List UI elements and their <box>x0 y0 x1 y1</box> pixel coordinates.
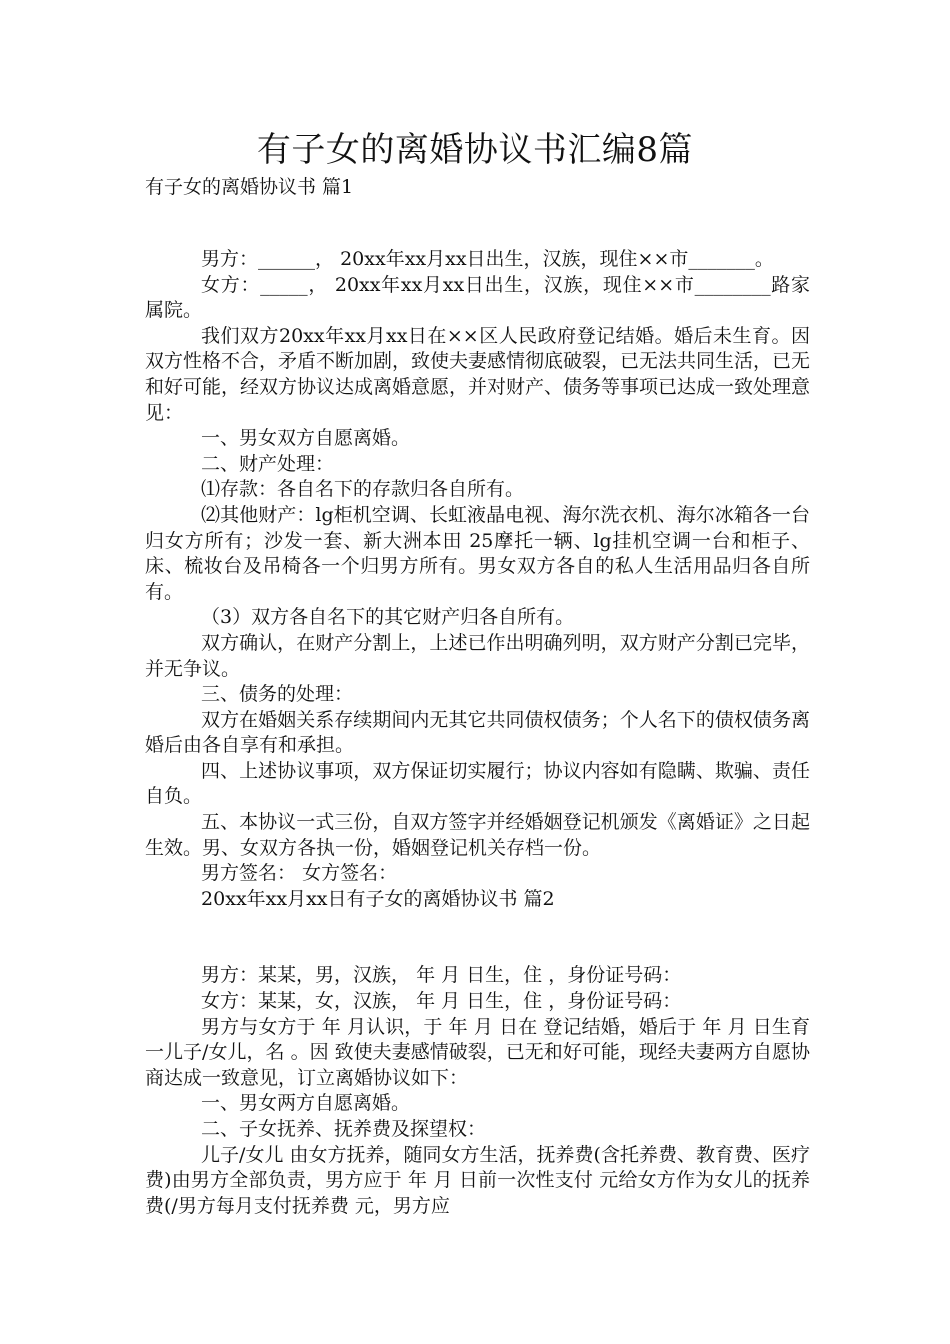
paragraph-female-party-2: 女方：某某，女，汉族， 年 月 日生，住 ，身份证号码： <box>201 990 682 1013</box>
paragraph-signatures: 男方签名： 女方签名： <box>201 862 398 885</box>
paragraph-marriage-statement-2: 男方与女方于 年 月认识，于 年 月 日在 登记结婚，婚后于 年 月 日生育一儿子/女儿，名 。因 致使夫妻感情破裂，已无和好可能，现经夫妻两方自愿协商达成一致意见，订立离婚协议如下： <box>145 1015 810 1089</box>
paragraph-clause-2-2: 二、子女抚养、抚养费及探望权： <box>201 1118 487 1140</box>
paragraph-clause-5: 五、本协议一式三份，自双方签字并经婚姻登记机颁发《离婚证》之日起生效。男、女双方各执一份，婚姻登记机关存档一份。 <box>145 811 810 859</box>
paragraph-date-and-section-2: 20xx年xx月xx日有子女的离婚协议书 篇2 <box>201 887 555 910</box>
paragraph-male-party-2: 男方：某某，男，汉族， 年 月 日生，住 ，身份证号码： <box>201 964 682 987</box>
paragraph-child-support: 儿子/女儿 由女方抚养，随同女方生活，抚养费(含托养费、教育费、医疗费)由男方全部负责，男方应于 年 月 日前一次性支付 元给女方作为女儿的抚养费(/男方每月支付抚养费 元，男方应 <box>145 1143 810 1217</box>
paragraph-male-party: 男方：______， 20xx年xx月xx日出生，汉族，现住××市_______。 <box>201 248 774 270</box>
paragraph-clause-3: 三、债务的处理： <box>201 683 354 706</box>
paragraph-savings: ⑴存款：各自名下的存款归各自所有。 <box>201 478 525 501</box>
paragraph-marriage-statement: 我们双方20xx年xx月xx日在××区人民政府登记结婚。婚后未生育。因双方性格不合，矛盾不断加剧，致使夫妻感情彻底破裂，已无法共同生活，已无和好可能，经双方协议达成离婚意愿，并对财产、债务等事项已达成一致处理意见： <box>145 324 811 424</box>
paragraph-clause-1-2: 一、男女两方自愿离婚。 <box>201 1092 411 1115</box>
paragraph-clause-1: 一、男女双方自愿离婚。 <box>201 427 411 450</box>
document-title: 有子女的离婚协议书汇编8篇 <box>256 130 694 170</box>
paragraph-clause-4: 四、上述协议事项，双方保证切实履行；协议内容如有隐瞒、欺骗、责任自负。 <box>145 759 810 808</box>
document-body <box>145 247 810 1219</box>
paragraph-property-confirmation: 双方确认，在财产分割上，上述已作出明确列明，双方财产分割已完毕，并无争议。 <box>145 631 810 680</box>
paragraph-clause-2: 二、财产处理： <box>201 452 335 475</box>
section-heading-1: 有子女的离婚协议书 篇1 <box>145 176 354 198</box>
paragraph-other-property: ⑵其他财产：lg柜机空调、长虹液晶电视、海尔洗衣机、海尔冰箱各一台归女方所有；沙发一套、新大洲本田 25摩托一辆、lg挂机空调一台和柜子、床、梳妆台及吊椅各一个归男方所有。男女双方各自的私人生活用品归各自所有。 <box>145 503 810 603</box>
paragraph-own-property: （3）双方各自名下的其它财产归各自所有。 <box>201 606 575 629</box>
paragraph-female-party: 女方：_____， 20xx年xx月xx日出生，汉族，现住××市________路家属院。 <box>145 273 810 322</box>
paragraph-debts: 双方在婚姻关系存续期间内无其它共同债权债务；个人名下的债权债务离婚后由各自享有和承担。 <box>145 708 810 757</box>
